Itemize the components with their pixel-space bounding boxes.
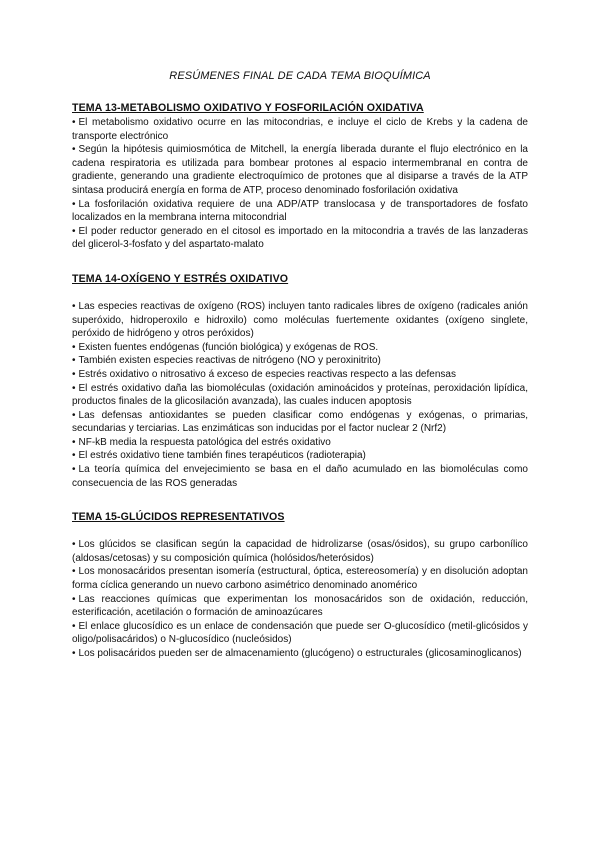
section-title: TEMA 13-METABOLISMO OXIDATIVO Y FOSFORILACIÓN OXIDATIVA (72, 102, 424, 114)
bullet-mark: • (72, 464, 76, 476)
bullet-text: Según la hipótesis quimiosmótica de Mitchell, la energía liberada durante el flujo electrónico en la cadena respiratoria es utilizada para bombear protones al espacio intermembranal en contra de gradiente, generando una gradiente electroquímico de protones que al disiparse a través de la ATP sintasa producirá energía en forma de ATP, proceso denominado fosforilación oxidativa (72, 144, 528, 196)
bullet-item (72, 620, 528, 647)
bullet-item (72, 300, 528, 341)
bullet-text: Estrés oxidativo o nitrosativo á exceso de especies reactivas respecto a las defensas (78, 368, 456, 380)
bullet-mark: • (72, 300, 76, 312)
bullet-text: NF-kB media la respuesta patológica del estrés oxidativo (78, 436, 331, 448)
bullet-item (72, 368, 528, 382)
bullet-mark: • (72, 355, 76, 367)
bullet-mark: • (72, 436, 76, 448)
bullet-text: Existen fuentes endógenas (función biológica) y exógenas de ROS. (78, 341, 379, 353)
bullet-item (72, 341, 528, 355)
bullet-mark: • (72, 593, 76, 605)
bullet-item (72, 198, 528, 225)
bullet-text: La teoría química del envejecimiento se basa en el daño acumulado en las biomoléculas como consecuencia de las ROS generadas (72, 464, 528, 489)
bullet-text: Los monosacáridos presentan isomería (estructural, óptica, estereosomería) y en disolución adoptan forma cíclica generando un nuevo carbono asimétrico denominado anomérico (72, 566, 528, 592)
bullet-text: El estrés oxidativo tiene también fines terapéuticos (radioterapia) (78, 450, 366, 462)
bullet-mark: • (72, 409, 76, 421)
bullet-text: Las defensas antioxidantes se pueden clasificar como endógenas y exógenas, o primarias, secundarias y terciarias. Las enzimáticas son inducidas por el factor nuclear 2 (Nrf2) (72, 409, 528, 435)
bullet-item (72, 225, 528, 252)
bullet-mark: • (72, 450, 76, 462)
bullet-mark: • (72, 341, 76, 353)
bullet-text: El enlace glucosídico es un enlace de condensación que puede ser O-glucosídico (metil-glicósidos y oligo/polisacáridos) o N-glucosídico (nucleósidos) (72, 620, 528, 646)
bullet-item (72, 409, 528, 436)
bullet-item (72, 647, 528, 661)
bullet-text: Los glúcidos se clasifican según la capacidad de hidrolizarse (osas/ósidos), su grupo carbonílico (aldosas/cetosas) y su composición química (holósidos/heterósidos) (72, 539, 528, 564)
bullet-item (72, 116, 528, 143)
document-page (72, 70, 528, 682)
bullet-item (72, 449, 528, 463)
bullet-mark: • (72, 117, 76, 128)
bullet-mark: • (72, 566, 76, 578)
bullet-text: Los polisacáridos pueden ser de almacenamiento (glucógeno) o estructurales (glicosaminoglicanos) (78, 648, 522, 659)
bullet-mark: • (72, 144, 76, 156)
bullet-item (72, 143, 528, 197)
bullet-mark: • (72, 620, 76, 632)
bullet-text: Las reacciones químicas que experimentan los monosacáridos son de oxidación, reducción, esterificación, acetilación o formación de aminoazúcares (72, 593, 528, 619)
bullet-text: El poder reductor generado en el citosol es importado en la mitocondria a través de las lanzaderas del glicerol-3-fosfato y del aspartato-malato (72, 225, 528, 251)
bullet-text: También existen especies reactivas de nitrógeno (NO y peroxinitrito) (78, 355, 381, 367)
bullet-item (72, 538, 528, 565)
section-tema-15 (72, 511, 528, 660)
section-tema-14 (72, 273, 528, 490)
bullet-mark: • (72, 225, 76, 237)
bullet-item (72, 382, 528, 409)
document-title: RESÚMENES FINAL DE CADA TEMA BIOQUÍMICA (169, 70, 431, 82)
bullet-item (72, 593, 528, 620)
section-title: TEMA 14-OXÍGENO Y ESTRÉS OXIDATIVO (72, 272, 289, 285)
bullet-text: El metabolismo oxidativo ocurre en las mitocondrias, e incluye el ciclo de Krebs y la cadena de transporte electrónico (72, 117, 528, 142)
bullet-mark: • (72, 539, 76, 551)
bullet-mark: • (72, 368, 76, 380)
bullet-item (72, 565, 528, 592)
bullet-item (72, 436, 528, 450)
bullet-text: El estrés oxidativo daña las biomoléculas (oxidación aminoácidos y proteínas, peroxidación lipídica, productos finales de la glicosilación avanzada), las cuales inducen apoptosis (72, 382, 528, 408)
bullet-item (72, 463, 528, 490)
section-tema-13 (72, 102, 528, 252)
bullet-text: La fosforilación oxidativa requiere de una ADP/ATP translocasa y de transportadores de fosfato localizados en la membrana interna mitocondrial (72, 198, 528, 224)
section-title: TEMA 15-GLÚCIDOS REPRESENTATIVOS (72, 511, 285, 524)
bullet-mark: • (72, 648, 76, 659)
bullet-mark: • (72, 382, 76, 394)
bullet-mark: • (72, 198, 76, 210)
bullet-item (72, 354, 528, 368)
bullet-text: Las especies reactivas de oxígeno (ROS) incluyen tanto radicales libres de oxígeno (radicales anión superóxido, hidroperoxilo e hidroxilo) como moléculas fuertemente oxidantes (oxígeno singlete, peróxido de hidrógeno y otros peróxidos) (72, 300, 528, 340)
